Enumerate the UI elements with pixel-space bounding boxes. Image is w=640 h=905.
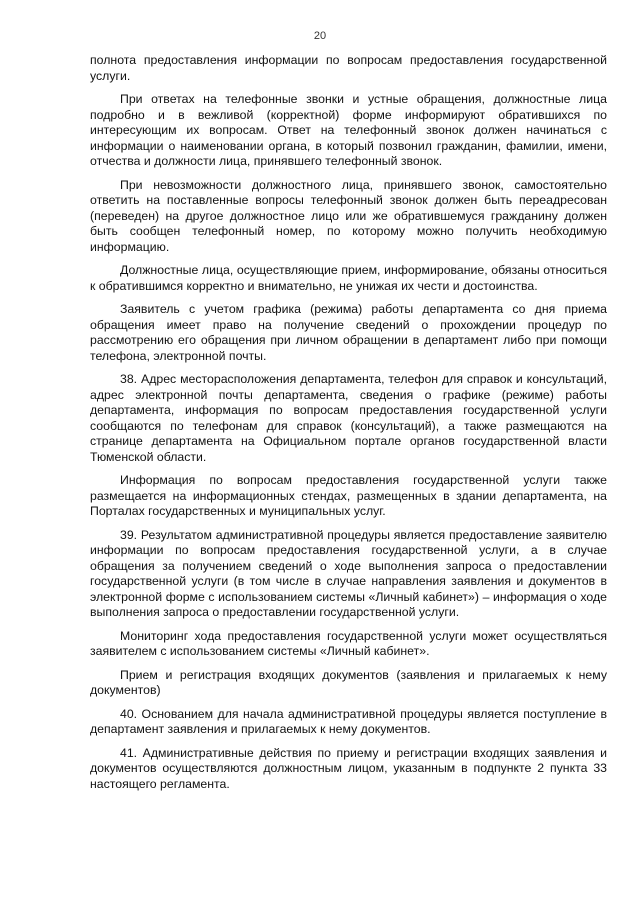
paragraph: 40. Основанием для начала административной процедуры является поступление в департамент заявления и прилагаемых к нему документов. [90,706,607,736]
paragraph: При ответах на телефонные звонки и устные обращения, должностные лица подробно и в вежливой (корректной) форме информируют обратившихся по интересующим их вопросам. Ответ на телефонный звонок должен начинаться с информации о наименовании органа, в который позвонил гражданин, фамилии, имени, отчества и должности лица, принявшего телефонный звонок. [90,92,607,168]
paragraph: Заявитель с учетом графика (режима) работы департамента со дня приема обращения имеет право на получение сведений о прохождении процедур по рассмотрению его обращения при личном обращении в департамент либо при помощи телефона, электронной почты. [90,302,607,363]
section-heading: Прием и регистрация входящих документов (заявления и прилагаемых к нему документов) [90,667,607,697]
page-number: 20 [313,30,327,42]
document-body [90,53,607,800]
paragraph: Должностные лица, осуществляющие прием, информирование, обязаны относиться к обратившимся корректно и внимательно, не унижая их чести и достоинства. [90,263,607,293]
paragraph: Информация по вопросам предоставления государственной услуги также размещается на информационных стендах, размещенных в здании департамента, на Порталах государственных и муниципальных услуг. [90,473,607,518]
paragraph: При невозможности должностного лица, принявшего звонок, самостоятельно ответить на поставленные вопросы телефонный звонок должен быть переадресован (переведен) на другое должностное лицо или же обратившемуся гражданину должен быть сообщен телефонный номер, по которому можно получить необходимую информацию. [90,177,607,254]
paragraph: Мониторинг хода предоставления государственной услуги может осуществляться заявителем с использованием системы «Личный кабинет». [90,628,607,658]
paragraph: 38. Адрес месторасположения департамента, телефон для справок и консультаций, адрес электронной почты департамента, сведения о графике (режиме) работы департамента, информация по вопросам предоставления государственной услуги сообщаются по телефонам для справок (консультаций), а также размещаются на странице департамента на Официальном портале органов государственной власти Тюменской области. [90,372,607,464]
paragraph: 41. Административные действия по приему и регистрации входящих заявления и документов осуществляются должностным лицом, указанным в подпункте 2 пункта 33 настоящего регламента. [90,745,607,791]
paragraph: 39. Результатом административной процедуры является предоставление заявителю информации по вопросам предоставления государственной услуги, а в случае обращения за получением сведений о ходе выполнения запроса о предоставлении государственной услуги (в том числе в случае направления заявления и документов в электронной форме с использованием системы «Личный кабинет») – информация о ходе выполнения запроса о предоставлении государственной услуги. [90,527,607,619]
paragraph: полнота предоставления информации по вопросам предоставления государственной услуги. [90,53,607,83]
